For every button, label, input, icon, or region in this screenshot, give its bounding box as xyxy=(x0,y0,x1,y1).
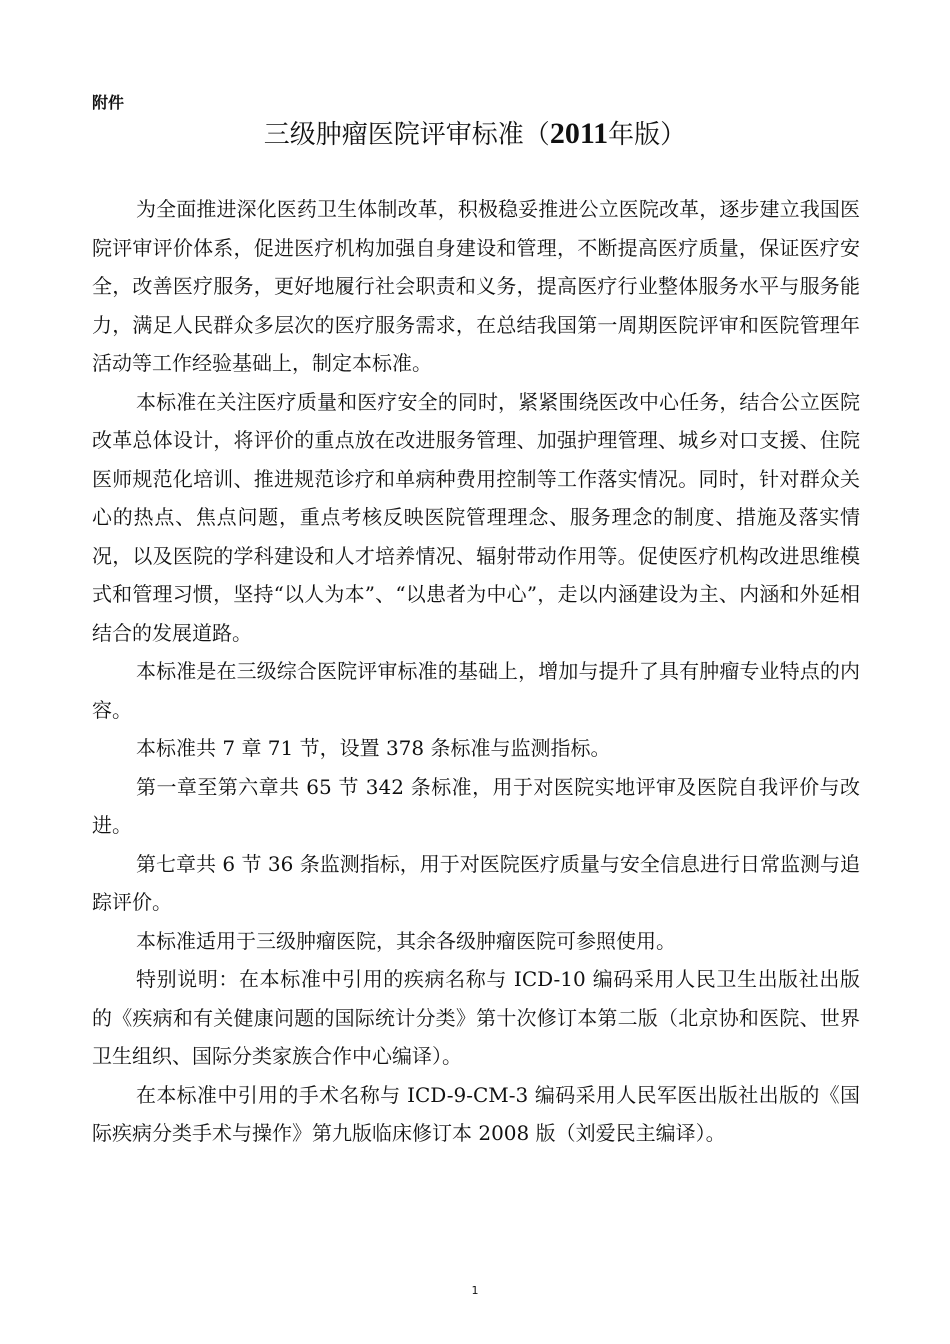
attachment-label: 附件 xyxy=(92,93,125,112)
paragraph-structure: 本标准共 7 章 71 节，设置 378 条标准与监测指标。 xyxy=(136,736,611,760)
paragraph-chapter-7: 第七章共 6 节 36 条监测指标，用于对医院医疗质量与安全信息进行日常监测与追踪评价。 xyxy=(92,851,860,914)
title-suffix: 年版） xyxy=(608,120,687,150)
paragraph-focus: 本标准在关注医疗质量和医疗安全的同时，紧紧围绕医改中心任务，结合公立医院改革总体设计，将评价的重点放在改进服务管理、加强护理管理、城乡对口支援、住院医师规范化培训、推进规范诊疗和单病种费用控制等工作落实情况。同时，针对群众关心的热点、焦点问题，重点考核反映医院管理理念、服务理念的制度、措施及落实情况，以及医院的学科建设和人才培养情况、辐射带动作用等。促使医疗机构改进思维模式和管理习惯，坚持“以人为本”、“以患者为中心”，走以内涵建设为主、内涵和外延相结合的发展道路。 xyxy=(92,389,860,645)
paragraph-icd10-note: 特别说明：在本标准中引用的疾病名称与 ICD-10 编码采用人民卫生出版社出版的《疾病和有关健康问题的国际统计分类》第十次修订本第二版（北京协和医院、世界卫生组织、国际分类家族合作中心编译）。 xyxy=(92,967,860,1068)
paragraph-basis: 本标准是在三级综合医院评审标准的基础上，增加与提升了具有肿瘤专业特点的内容。 xyxy=(92,659,860,722)
page-number: 1 xyxy=(471,1284,479,1297)
document-title xyxy=(0,112,950,157)
body-text xyxy=(92,190,860,1153)
paragraph-intro: 为全面推进深化医药卫生体制改革，积极稳妥推进公立医院改革，逐步建立我国医院评审评价体系，促进医疗机构加强自身建设和管理，不断提高医疗质量，保证医疗安全，改善医疗服务，更好地履行社会职责和义务，提高医疗行业整体服务水平与服务能力，满足人民群众多层次的医疗服务需求，在总结我国第一周期医院评审和医院管理年活动等工作经验基础上，制定本标准。 xyxy=(92,197,860,375)
title-prefix: 三级肿瘤医院评审标准（ xyxy=(263,120,550,150)
paragraph-icd9-note: 在本标准中引用的手术名称与 ICD-9-CM-3 编码采用人民军医出版社出版的《国际疾病分类手术与操作》第九版临床修订本 2008 版（刘爱民主编译）。 xyxy=(92,1082,860,1145)
paragraph-scope: 本标准适用于三级肿瘤医院，其余各级肿瘤医院可参照使用。 xyxy=(136,928,676,953)
paragraph-chapters-1-6: 第一章至第六章共 65 节 342 条标准，用于对医院实地评审及医院自我评价与改进。 xyxy=(92,774,860,837)
title-year: 2011 xyxy=(549,117,609,150)
